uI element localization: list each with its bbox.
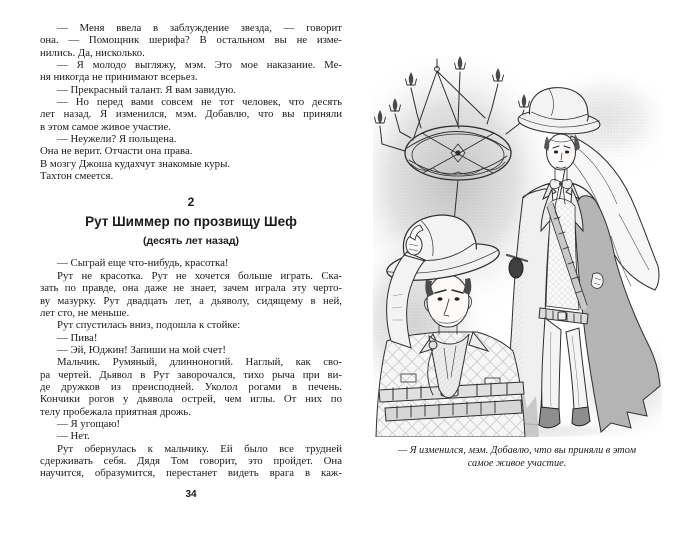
chapter-heading bbox=[40, 195, 342, 248]
text-line: лет назад. Я изменился, мэм. Добавлю, что вы приняли bbox=[40, 108, 342, 121]
text-line: — Но перед вами совсем не тот человек, что десять bbox=[57, 96, 342, 109]
paragraph-block-top bbox=[40, 22, 342, 182]
paragraph-block-bottom bbox=[40, 257, 342, 479]
illustration bbox=[373, 56, 662, 437]
text-line: — Меня ввела в заблуждение звезда, — говорит bbox=[57, 22, 342, 34]
text-line: Она не верит. Отчасти она права. bbox=[40, 145, 193, 158]
chapter-title: Рут Шиммер по прозвищу Шеф bbox=[85, 214, 297, 230]
text-line: она. — Помощник шерифа? В остальном вы не изме- bbox=[40, 34, 342, 47]
text-line: научится, образумится, перестанет видеть врага в каж- bbox=[40, 467, 342, 480]
text-line: Тахтон смеется. bbox=[40, 170, 114, 183]
text-line: — Пива! bbox=[57, 331, 98, 344]
text-line: — Я угощаю! bbox=[57, 417, 121, 430]
text-line: сдерживать себя. Дядя Том говорит, это пройдет. Она bbox=[40, 454, 342, 467]
text-line: Рут обернулась к мальчику. Ей было все трудней bbox=[57, 442, 342, 455]
page-number: 34 bbox=[185, 489, 197, 500]
text-line: В мозгу Джоша кудахчут знакомые куры. bbox=[40, 157, 231, 170]
text-line: зать по правде, она даже не знает, зачем играла эту черто- bbox=[40, 282, 342, 295]
text-line: — Сыграй еще что-нибудь, красотка! bbox=[57, 257, 229, 270]
text-line: ня никогда не принимают всерьез. bbox=[40, 71, 198, 84]
text-line: — Я молодо выгляжу, мэм. Это мое наказание. Ме- bbox=[57, 59, 342, 72]
caption-line-1: — Я изменился, мэм. Добавлю, что вы приняли в этом bbox=[397, 445, 637, 456]
text-line: — Неужели? Я польщена. bbox=[57, 133, 177, 146]
text-line: ра чертей. Дьявол в Рут заворочался, тихо рыча при ви- bbox=[40, 368, 342, 381]
text-line: лет сто, не меньше. bbox=[40, 306, 130, 319]
caption-line-2: самое живое участие. bbox=[467, 458, 567, 469]
chapter-subtitle: (десять лет назад) bbox=[142, 235, 240, 248]
text-line: де дружков из преисподней. Уколол рогами в печень. bbox=[40, 380, 342, 393]
text-line: нились. Да, нисколько. bbox=[40, 46, 145, 59]
left-page-text bbox=[40, 22, 342, 480]
text-line: Мальчик. Румяный, длинноногий. Наглый, как сво- bbox=[57, 356, 342, 369]
text-line: телу пробежала приятная дрожь. bbox=[40, 405, 191, 418]
text-line: Кончики рогов у дьявола острей, чем иглы. От них по bbox=[40, 393, 342, 406]
text-line: — Нет. bbox=[57, 430, 90, 443]
text-line: Рут не красотка. Рут не хочется больше играть. Ска- bbox=[57, 269, 342, 282]
chapter-number: 2 bbox=[187, 195, 195, 210]
text-line: Рут спустилась вниз, подошла к стойке: bbox=[57, 319, 241, 332]
text-line: ву мазурку. Рут двадцать лет, а дьяволу, сидящему в ней, bbox=[40, 294, 342, 307]
text-line: — Прекрасный талант. Я вам завидую. bbox=[57, 83, 236, 96]
illustration-caption bbox=[360, 444, 674, 470]
text-line: — Эй, Юджин! Запиши на мой счет! bbox=[57, 343, 226, 356]
text-line: в этом самое живое участие. bbox=[40, 120, 171, 133]
